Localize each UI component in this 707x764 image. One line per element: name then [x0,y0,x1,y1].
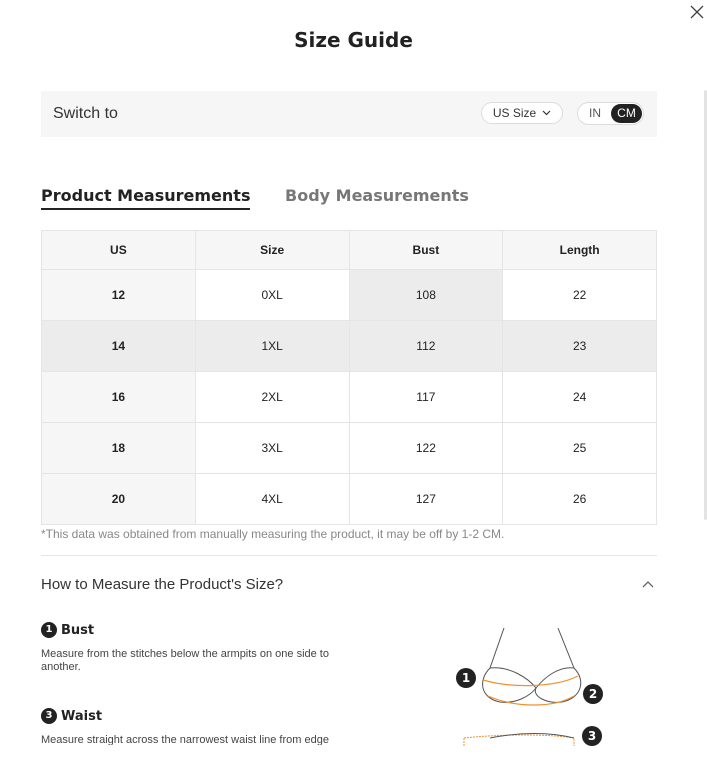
size-system-select[interactable] [481,102,563,124]
diagram-marker-3: 3 [587,729,597,743]
table-header-row [42,231,657,270]
step-number-badge: 3 [41,708,57,724]
table-row[interactable] [42,372,657,423]
table-cell: 0XL [195,270,349,321]
step-number-badge: 1 [41,622,57,638]
table-cell: 26 [503,474,657,525]
column-header: Length [503,231,657,270]
table-row[interactable] [42,474,657,525]
table-cell: 22 [503,270,657,321]
diagram-marker-2: 2 [588,687,598,701]
unit-in-button[interactable]: IN [589,106,601,120]
table-cell: 18 [42,423,196,474]
table-cell: 112 [349,321,503,372]
table-cell: 16 [42,372,196,423]
unit-toggle [577,102,644,125]
table-cell: 108 [349,270,503,321]
table-cell: 127 [349,474,503,525]
column-header: Size [195,231,349,270]
step-waist-heading [41,708,102,724]
table-cell: 117 [349,372,503,423]
size-system-value: US Size [492,106,537,120]
step-label: Bust [61,622,95,638]
column-header: Bust [349,231,503,270]
how-to-measure-title[interactable]: How to Measure the Product's Size? [41,576,284,593]
page-title: Size Guide [294,28,413,52]
step-label: Waist [61,708,103,724]
table-cell: 23 [503,321,657,372]
bra-measurement-illustration [450,622,615,746]
table-cell: 2XL [195,372,349,423]
step-waist-description: Measure straight across the narrowest waist line from edge [41,734,329,745]
table-cell: 1XL [195,321,349,372]
measurement-note: *This data was obtained from manually measuring the product, it may be off by 1-2 CM. [41,527,505,541]
chevron-up-icon[interactable] [641,577,655,591]
step-bust-description: Measure from the stitches below the armpits on one side to another. [41,648,329,673]
table-row[interactable] [42,321,657,372]
chevron-down-icon [542,110,551,116]
table-cell: 25 [503,423,657,474]
table-cell: 122 [349,423,503,474]
tab-product-measurements[interactable]: Product Measurements [41,186,250,210]
table-cell: 14 [42,321,196,372]
step-bust-heading [41,622,94,638]
tab-body-measurements[interactable]: Body Measurements [285,186,469,205]
table-cell: 4XL [195,474,349,525]
table-cell: 3XL [195,423,349,474]
table-cell: 24 [503,372,657,423]
table-cell: 12 [42,270,196,321]
column-header: US [42,231,196,270]
diagram-marker-1: 1 [461,671,471,685]
switch-label: Switch to [53,105,118,122]
table-cell: 20 [42,474,196,525]
unit-switch-bar [41,91,657,137]
divider [41,555,657,556]
close-icon[interactable] [688,3,706,21]
size-table [41,230,657,525]
table-row[interactable] [42,423,657,474]
table-row[interactable] [42,270,657,321]
unit-cm-button[interactable]: CM [611,104,642,123]
